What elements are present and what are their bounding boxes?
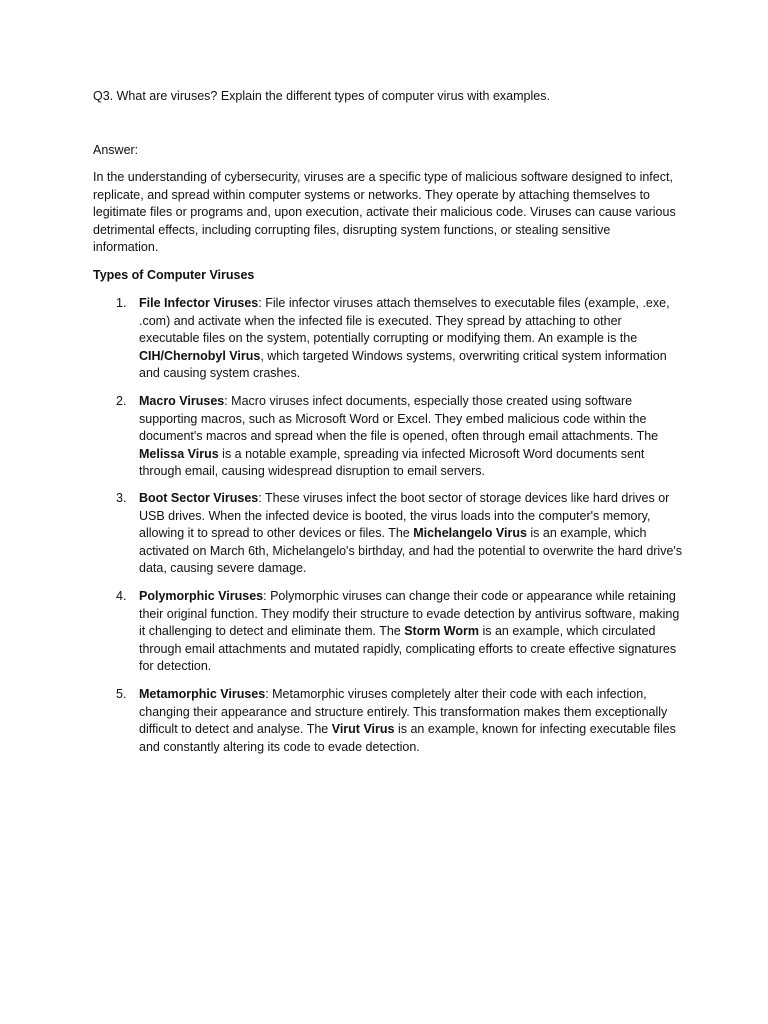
list-item-body	[139, 295, 684, 383]
list-item-number: 2.	[116, 394, 127, 408]
list-item-number: 1.	[116, 296, 127, 310]
list-item-text: : Macro viruses infect documents, especially those created using software supporting macros, such as Microsoft Word or Excel. They embed malicious code within the document's macros and spread when the file is opened, often through email attachments. The	[139, 394, 659, 444]
list-item-number: 5.	[116, 687, 127, 701]
list-item-term: Polymorphic Viruses	[139, 589, 264, 603]
question-text: Q3. What are viruses? Explain the different types of computer virus with examples.	[93, 89, 550, 103]
list-item-text: is an example, which circulated through email attachments and mutated rapidly, complicating efforts to create effective signatures for detection.	[139, 624, 677, 674]
list-item-number: 3.	[116, 491, 127, 505]
list-item-body	[139, 490, 684, 578]
list-item-text: is an example, which activated on March 6th, Michelangelo's birthday, and had the potential to overwrite the hard drive's data, causing severe damage.	[139, 526, 683, 576]
list-item-number: 4.	[116, 589, 127, 603]
list-item-term: Macro Viruses	[139, 394, 225, 408]
list-item-term: Metamorphic Viruses	[139, 687, 266, 701]
list-item-example: Virut Virus	[331, 722, 395, 737]
list-item-example: CIH/Chernobyl Virus	[139, 348, 261, 363]
list-item-text: : These viruses infect the boot sector of storage devices like hard drives or USB drives. When the infected device is booted, the virus loads into the computer's memory, allowing it to spread to other devices or files. The	[139, 491, 670, 541]
list-item-body	[139, 393, 684, 481]
list-item-body	[139, 686, 684, 756]
list-item-body	[139, 588, 684, 676]
list-item-text: is a notable example, spreading via infected Microsoft Word documents sent through email, causing widespread disruption to email servers.	[139, 446, 645, 479]
list-item-term: File Infector Viruses	[139, 296, 259, 310]
list-item-example: Melissa Virus	[139, 446, 219, 461]
answer-label: Answer:	[93, 143, 139, 157]
list-item-text: : File infector viruses attach themselves to executable files (example, .exe, .com) and activate when the infected file is executed. They spread by attaching to other executable files on the system, potentially corrupting or modifying them. An example is the	[139, 296, 670, 346]
list-item-example: Storm Worm	[404, 624, 479, 639]
list-item-term: Boot Sector Viruses	[139, 491, 259, 505]
intro-paragraph: In the understanding of cybersecurity, viruses are a specific type of malicious software designed to infect, replicate, and spread within computer systems or networks. They operate by attaching themselves to legitimate files or programs and, upon execution, activate their malicious code. Viruses can cause various detrimental effects, including corrupting files, disrupting system functions, or stealing sensitive information.	[93, 170, 676, 255]
list-item-text: : Metamorphic viruses completely alter their code with each infection, changing their appearance and structure entirely. This transformation makes them exceptionally difficult to detect and analyse. The	[139, 687, 668, 737]
list-item-text: , which targeted Windows systems, overwriting critical system information and causing system crashes.	[139, 348, 667, 381]
list-item-text: : Polymorphic viruses can change their code or appearance while retaining their original function. They modify their structure to evade detection by antivirus software, making it challenging to detect and eliminate them. The	[139, 589, 680, 639]
list-item-text: is an example, known for infecting executable files and constantly altering its code to evade detection.	[139, 722, 676, 754]
list-item-example: Michelangelo Virus	[413, 526, 527, 541]
types-heading: Types of Computer Viruses	[93, 268, 255, 282]
